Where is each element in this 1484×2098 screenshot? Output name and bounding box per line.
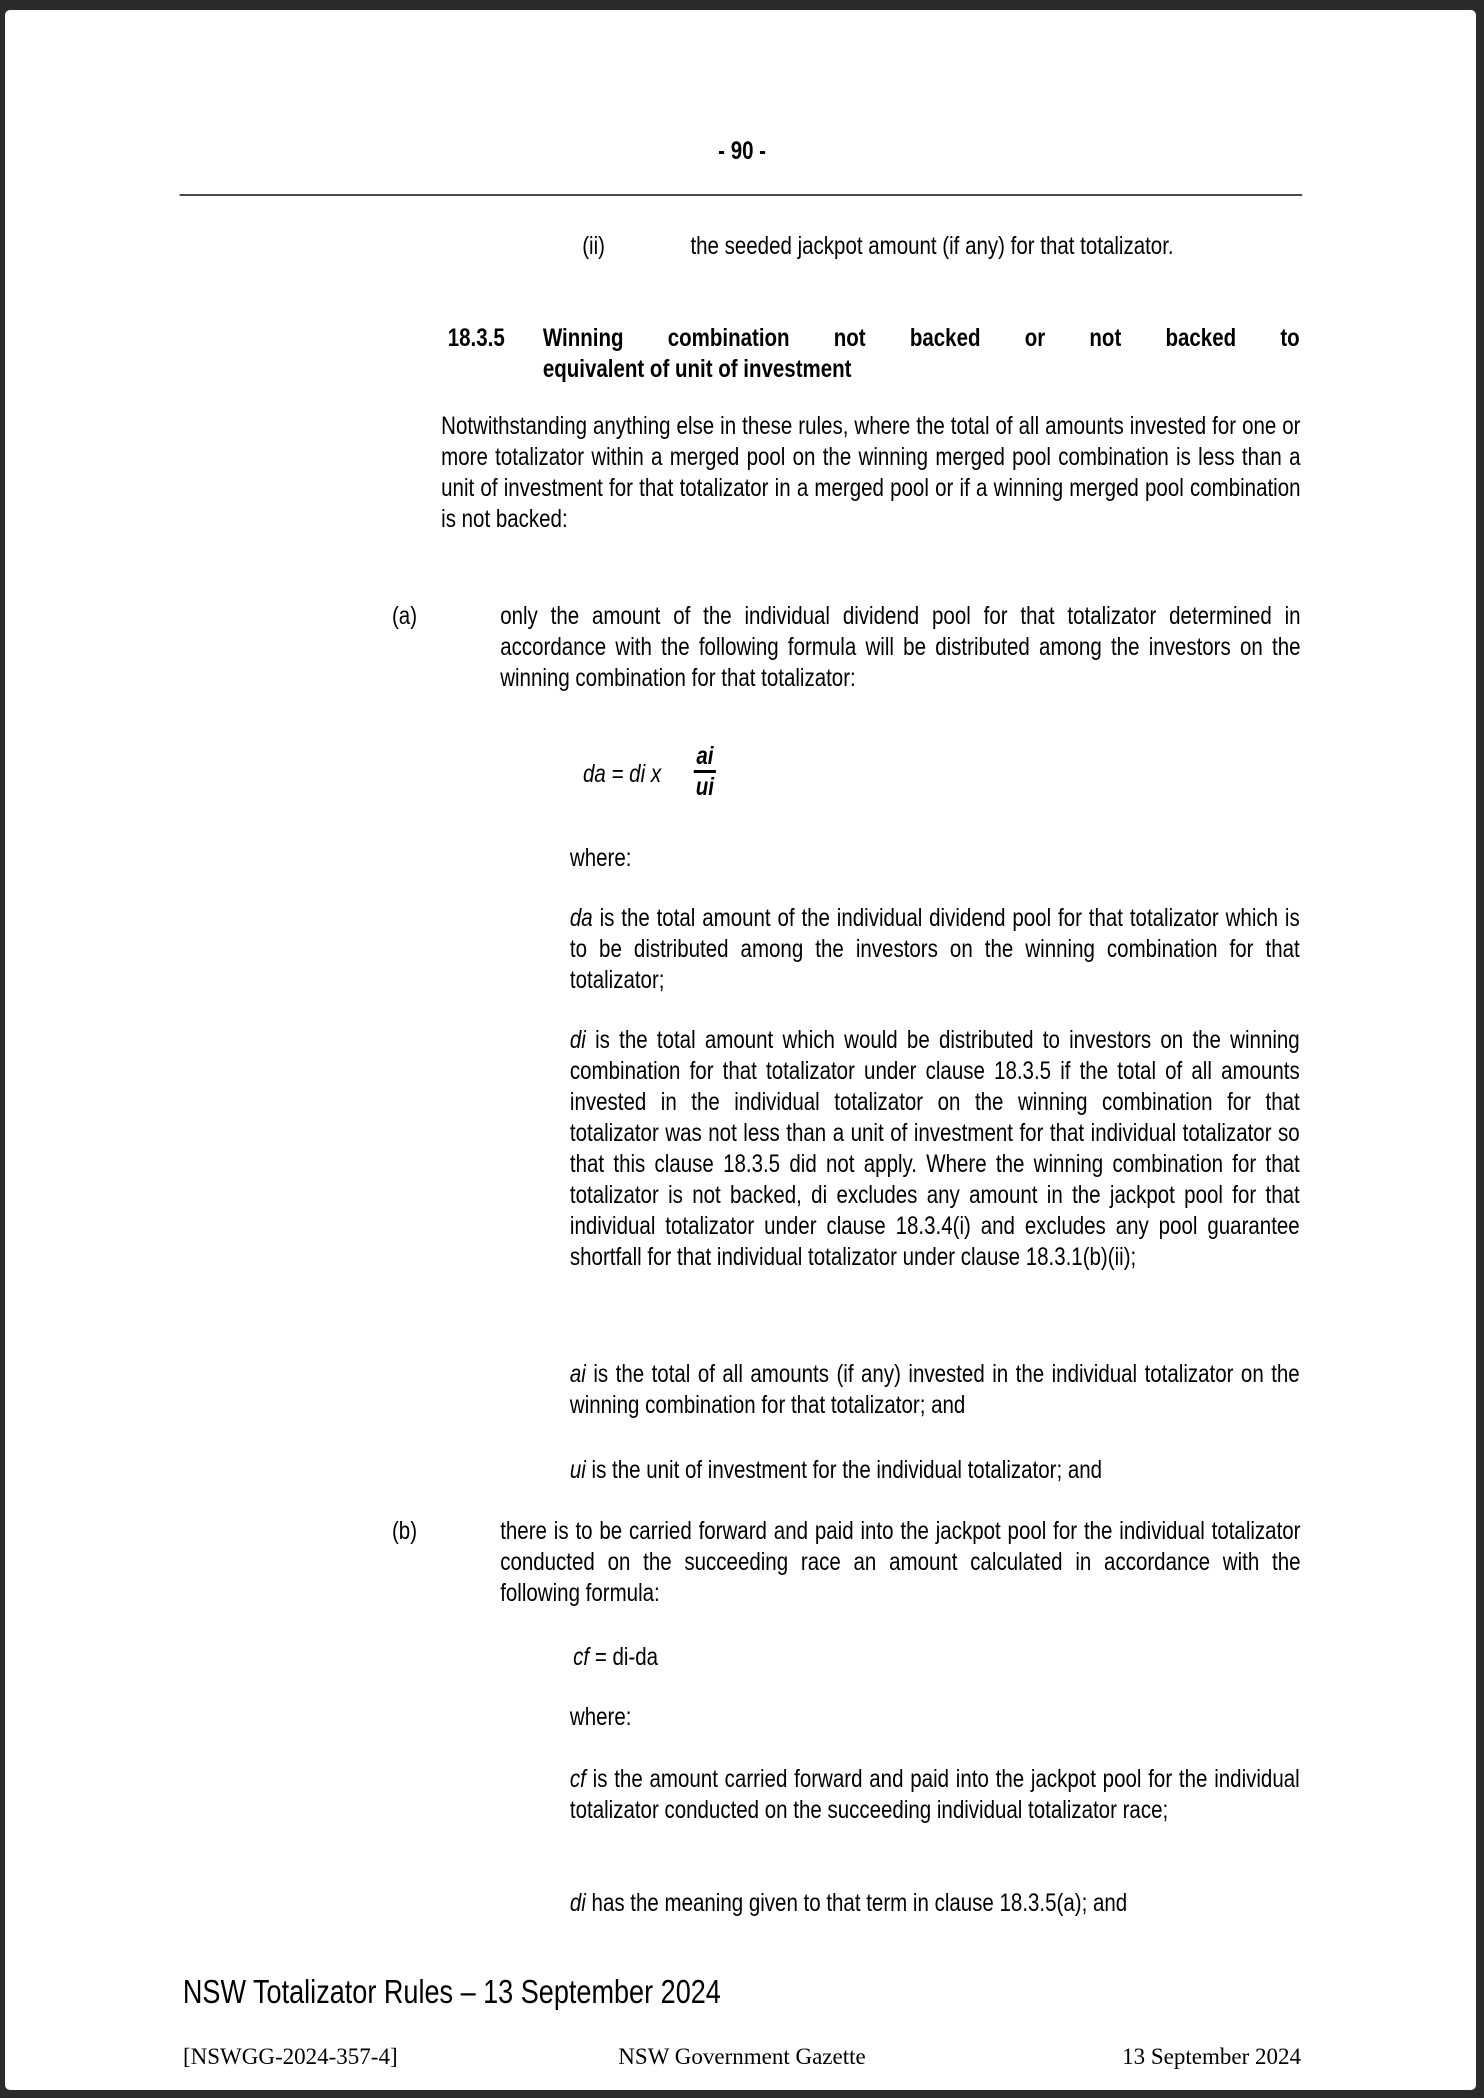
clause-item-b-text: there is to be carried forward and paid into the jackpot pool for the individual totalizator conducted on the succeeding race an amount calculated in accordance with the following formula: [500, 1517, 1301, 1607]
definition-di-2-term: di [569, 1889, 586, 1917]
definition-di-text: is the total amount which would be distributed to investors on the winning combination for that totalizator under clause 18.3.5 if the total of all amounts invested in the individual totalizator on the winning combination for that totalizator was not less than a unit of investment for that individual totalizator so that this clause 18.3.5 did not apply. Where the winning combination for that totalizator is not backed, di excludes any amount in the jackpot pool for that individual totalizator under clause 18.3.4(i) and excludes any pool guarantee shortfall for that individual totalizator under clause 18.3.1(b)(ii); [569, 1026, 1300, 1271]
definition-ui-term: ui [569, 1456, 586, 1484]
formula-cf-term: cf [573, 1643, 590, 1671]
definition-di-term: di [569, 1026, 586, 1054]
definition-ai [570, 1359, 1300, 1421]
formula-cf-rest: = di-da [589, 1643, 659, 1671]
clause-heading-line-1: Winning combination not backed or not backed to [542, 324, 1300, 352]
gazette-reference: [NSWGG-2024-357-4] [183, 2044, 398, 2069]
page-number: - 90 - [718, 137, 767, 165]
definition-ai-text: is the total of all amounts (if any) invested in the individual totalizator on the winning combination for that totalizator; and [569, 1360, 1300, 1419]
definition-di [570, 1025, 1300, 1273]
footer-document-title: NSW Totalizator Rules – 13 September 2024 [182, 1973, 721, 2010]
list-marker-b: (b) [391, 1517, 418, 1545]
definition-di-2-text: has the meaning given to that term in clause 18.3.5(a); and [585, 1889, 1128, 1917]
definition-ui [570, 1455, 1300, 1486]
where-label-1: where: [569, 844, 632, 872]
list-marker-ii: (ii) [582, 232, 605, 260]
clause-heading-18-3-5 [448, 323, 1301, 385]
formula-denominator: ui [695, 773, 715, 801]
gazette-date: 13 September 2024 [1122, 2044, 1301, 2069]
clause-item-ii [582, 231, 1300, 262]
formula-cf [573, 1642, 658, 1673]
definition-di-2 [570, 1888, 1300, 1919]
gazette-footer [183, 2043, 1301, 2073]
definition-da [570, 903, 1300, 996]
definition-ui-text: is the unit of investment for the individual totalizator; and [585, 1456, 1103, 1484]
clause-number: 18.3.5 [447, 324, 505, 352]
clause-heading-text [543, 323, 1300, 385]
definition-ai-term: ai [569, 1360, 586, 1388]
formula-da-lhs: da = di x [583, 760, 662, 788]
definition-cf [570, 1764, 1300, 1826]
header-rule [180, 194, 1303, 196]
clause-item-a [392, 601, 1301, 694]
clause-heading-line-2: equivalent of unit of investment [542, 355, 852, 383]
definition-cf-term: cf [569, 1765, 586, 1793]
clause-item-ii-text: the seeded jackpot amount (if any) for that totalizator. [690, 232, 1174, 260]
intro-paragraph: Notwithstanding anything else in these rules, where the total of all amounts invested for one or more totalizator within a merged pool on the winning merged pool combination is less than a unit of investment for that totalizator in a merged pool or if a winning merged pool combination is not backed: [441, 412, 1301, 533]
formula-numerator: ai [694, 743, 716, 773]
formula-da [583, 743, 716, 801]
definition-da-text: is the total amount of the individual dividend pool for that totalizator which is to be distributed among the investors on the winning combination for that totalizator; [569, 904, 1300, 994]
formula-da-fraction [694, 743, 716, 801]
list-marker-a: (a) [391, 602, 418, 630]
definition-cf-text: is the amount carried forward and paid into the jackpot pool for the individual totalizator conducted on the succeeding individual totalizator race; [569, 1765, 1300, 1824]
where-label-2: where: [569, 1703, 632, 1731]
definition-da-term: da [569, 904, 593, 932]
clause-item-b [392, 1516, 1301, 1609]
gazette-publication: NSW Government Gazette [618, 2044, 866, 2069]
clause-item-a-text: only the amount of the individual dividend pool for that totalizator determined in accordance with the following formula will be distributed among the investors on the winning combination for that totalizator: [500, 602, 1301, 692]
